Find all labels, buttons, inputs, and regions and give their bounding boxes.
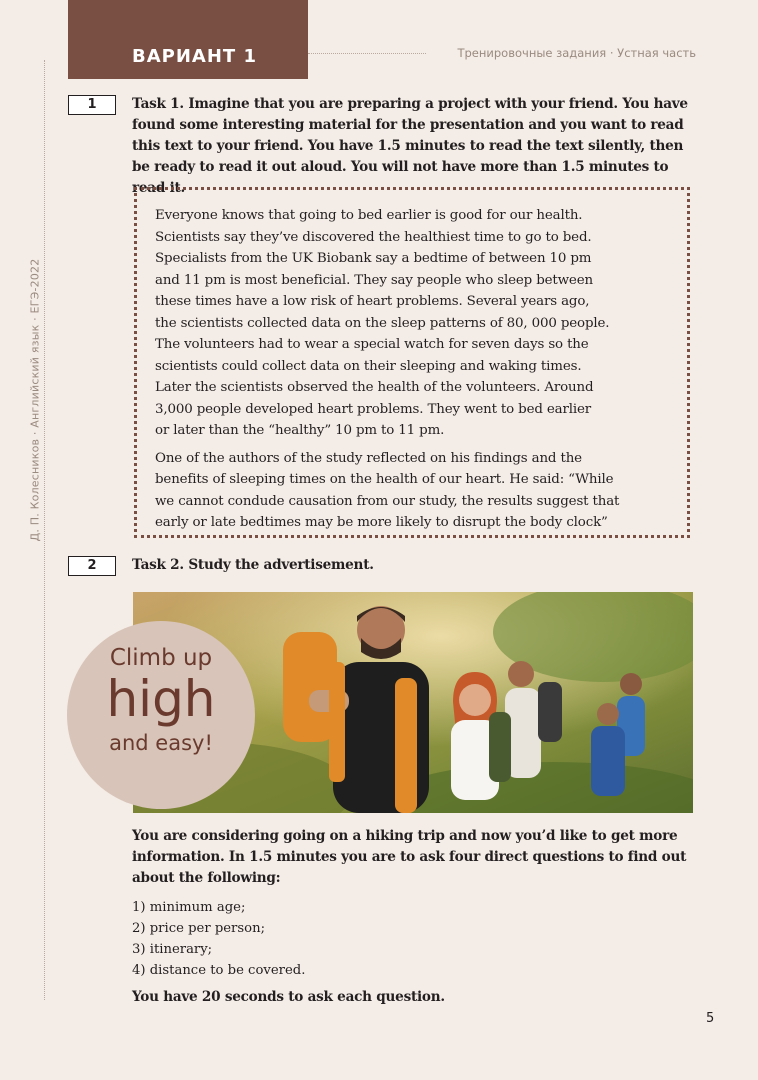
text-line: the scientists collected data on the sleep patterns of 80, 000 people. (155, 315, 610, 331)
task2-instruction: Task 2. Study the advertisement. (132, 557, 374, 573)
task-number-2: 2 (68, 556, 116, 576)
text-line: Scientists say they’ve discovered the healthiest time to go to bed. (155, 229, 592, 245)
list-item: 4) distance to be covered. (132, 963, 306, 978)
text-line: we cannot condude causation from our study, the results suggest that (155, 493, 620, 509)
text-line: or later than the “healthy” 10 pm to 11 pm. (155, 423, 445, 438)
ad-line-2: high (106, 670, 216, 728)
task-number-1: 1 (68, 95, 116, 115)
text-line: early or late bedtimes may be more likely to disrupt the body clock” (155, 515, 608, 530)
text-line: and 11 pm is most beneficial. They say people who sleep between (155, 272, 593, 288)
variant-banner (68, 0, 308, 79)
list-item: 3) itinerary; (132, 942, 213, 957)
text-line: Later the scientists observed the health of the volunteers. Around (155, 380, 594, 395)
text-line: 3,000 people developed heart problems. They went to bed earlier (155, 401, 592, 417)
text-line: Specialists from the UK Biobank say a bedtime of between 10 pm (155, 251, 592, 266)
task1-instruction: Task 1. Imagine that you are preparing a project with your friend. You have found some interesting material for the presentation and you want to read this text to your friend. You have 1.5 minutes to read the text silently, then be ready to read it out aloud. You will not have more than 1.5 minutes to read it. (132, 96, 688, 196)
text-line: One of the authors of the study reflected on his findings and the (155, 450, 582, 466)
text-line: Everyone knows that going to bed earlier is good for our health. (155, 208, 583, 223)
reading-paragraph-2 (155, 448, 673, 534)
task2-description: You are considering going on a hiking trip and now you’d like to get more information. In 1.5 minutes you are to ask four direct questions to find out about the following: (132, 828, 687, 886)
ad-circle (67, 621, 255, 809)
list-item: 1) minimum age; (132, 900, 246, 915)
text-line: The volunteers had to wear a special watch for seven days so the (155, 337, 589, 352)
list-item: 2) price per person; (132, 921, 266, 936)
time-note: You have 20 seconds to ask each question. (132, 989, 445, 1005)
page-number: 5 (706, 1011, 715, 1026)
section-label: Тренировочные задания · Устная часть (457, 46, 696, 60)
text-line: benefits of sleeping times on the health of our heart. He said: “While (155, 472, 614, 487)
header-right (308, 48, 696, 62)
text-line: these times have a low risk of heart problems. Several years ago, (155, 294, 590, 309)
side-running-title: Д. П. Колесников · Английский язык · ЕГЭ-2022 (28, 258, 42, 542)
ad-line-1: Climb up (109, 645, 213, 671)
reading-text-box (134, 187, 690, 538)
variant-title: ВАРИАНТ 1 (132, 46, 257, 67)
header-dotted-rule (308, 53, 426, 54)
reading-paragraph-1 (155, 205, 673, 442)
text-line: scientists could collect data on their sleeping and waking times. (155, 358, 582, 374)
question-topics-list (132, 897, 305, 981)
ad-line-3: and easy! (109, 731, 213, 755)
side-dotted-rule (44, 60, 45, 1000)
